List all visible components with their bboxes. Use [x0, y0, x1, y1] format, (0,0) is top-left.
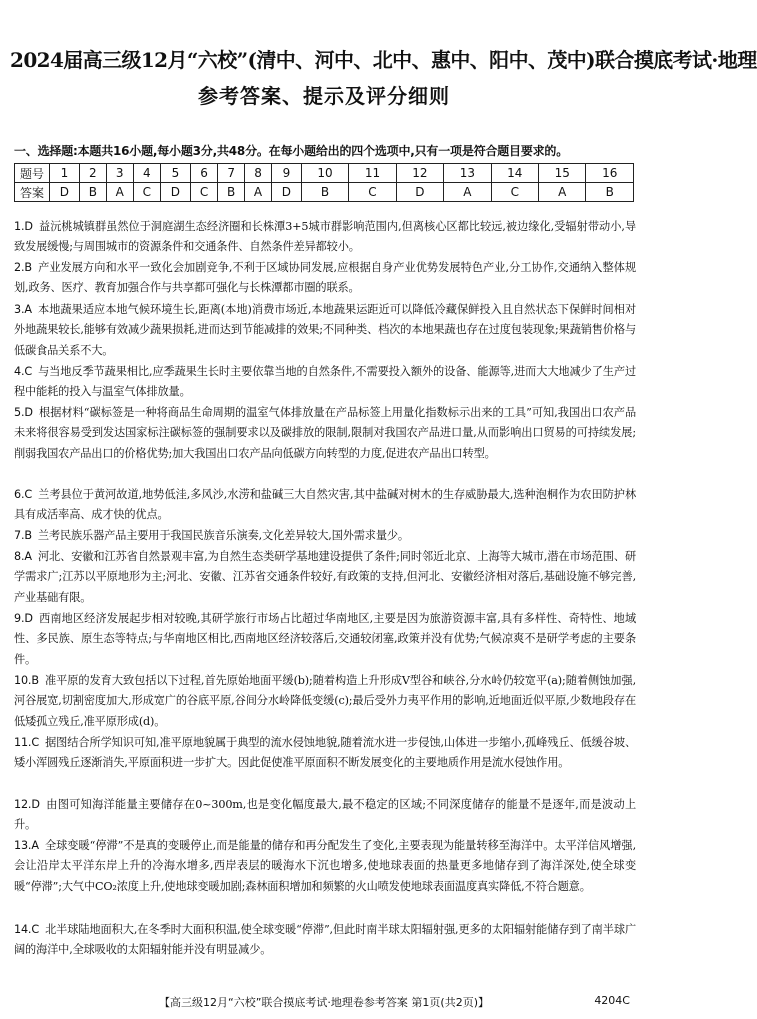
answer-cell: C: [190, 183, 217, 202]
explanation-item: [14, 217, 636, 258]
explanation-text: 西南地区经济发展起步相对较晚,其研学旅行市场占比超过华南地区,主要是因为旅游资源丰富,具有多样性、奇特性、地域性、多民族、原生态等特点;与华南地区相比,西南地区经济较落后,交通较闭塞,政策并没有优势;气候凉爽不是研学考虑的主要条件。: [14, 612, 636, 666]
explanation-text: 益沅桃城镇群虽然位于洞庭湖生态经济圈和长株潭3+5城市群影响范围内,但离核心区都比较远,被边缘化,受辐射带动小,导致发展缓慢;与周围城市的资源条件和交通条件、自然条件差异都较小。: [14, 220, 636, 254]
row-label-number: 题号: [15, 164, 50, 183]
explanation-text: 本地蔬果适应本地气候环境生长,距离(本地)消费市场近,本地蔬果运距近可以降低冷藏保鲜投入且自然状态下保鲜时间相对外地蔬果较长,能够有效减少蔬果损耗,进而达到节能减排的效果;不同种类、档次的本地果蔬也存在过度包装现象;果蔬销售价格与低碳食品关系不大。: [14, 303, 636, 357]
explanation-number: 6.C: [14, 488, 33, 501]
explanation-number: 3.A: [14, 303, 32, 316]
page-footer: [0, 994, 648, 1008]
explanation-item: [14, 836, 636, 897]
footer-text: 【高三级12月“六校”联合摸底考试·地理卷参考答案 第1页(共2页)】: [159, 996, 489, 1009]
explanation-item: [14, 526, 636, 546]
question-number: 1: [50, 164, 80, 183]
explanation-number: 8.A: [14, 550, 32, 563]
answer-cell: A: [245, 183, 272, 202]
explanation-number: 9.D: [14, 612, 33, 625]
answer-cell: D: [160, 183, 190, 202]
explanation-text: 与当地反季节蔬果相比,应季蔬果生长时主要依靠当地的自然条件,不需要投入额外的设备、能源等,进而大大地减少了生产过程中能耗的投入与温室气体排放量。: [14, 365, 636, 399]
explanation-number: 13.A: [14, 839, 39, 852]
explanation-number: 12.D: [14, 798, 40, 811]
explanation-number: 11.C: [14, 736, 40, 749]
explanation-item: [14, 258, 636, 299]
answer-cell: A: [106, 183, 133, 202]
answer-table-number-row: [15, 164, 634, 183]
page-subtitle: 参考答案、提示及评分细则: [198, 84, 450, 108]
explanation-item: [14, 609, 636, 670]
question-number: 13: [444, 164, 491, 183]
explanation-text: 兰考县位于黄河故道,地势低洼,多风沙,水涝和盐碱三大自然灾害,其中盐碱对树木的生存威胁最大,选种泡桐作为农田防护林具有成活率高、成才快的优点。: [14, 488, 636, 522]
explanation-text: 产业发展方向和水平一致化会加剧竞争,不利于区域协同发展,应根据自身产业优势发展特色产业,分工协作,交通纳入整体规划,政务、医疗、教育加强合作与共享都可强化与长株潭都市圈的联系。: [14, 261, 636, 295]
answer-cell: B: [79, 183, 106, 202]
answer-cell: C: [491, 183, 538, 202]
answer-cell: D: [396, 183, 443, 202]
question-number: 12: [396, 164, 443, 183]
question-number: 5: [160, 164, 190, 183]
explanation-item: [14, 300, 636, 361]
question-number: 3: [106, 164, 133, 183]
explanation-item: [14, 485, 636, 526]
explanation-text: 据图结合所学知识可知,准平原地貌属于典型的流水侵蚀地貌,随着流水进一步侵蚀,山体进一步缩小,孤峰残丘、低缓谷坡、矮小浑圆残丘逐渐消失,平原面积进一步扩大。因此促使准平原面积不断发展变化的主要地质作用是流水侵蚀作用。: [14, 736, 636, 770]
explanation-number: 5.D: [14, 406, 33, 419]
explanation-text: 全球变暖“停滞”不是真的变暖停止,而是能量的储存和再分配发生了变化,主要表现为能量转移至海洋中。太平洋信风增强,会让沿岸太平洋东岸上升的冷海水增多,西岸表层的暖海水下沉也增多,使地球表面的热量更多地储存到了海洋深处,使全球变暖“停滞”;大气中CO₂浓度上升,使地球变暖加剧;森林面积增加和频繁的火山喷发使地球表面温度真实降低,不符合题意。: [14, 839, 636, 893]
question-number: 8: [245, 164, 272, 183]
page-title: 2024届高三级12月“六校”(清中、河中、北中、惠中、阳中、茂中)联合摸底考试·地理: [10, 48, 757, 72]
answer-cell: D: [271, 183, 301, 202]
footer-code: 4204C: [594, 994, 630, 1007]
question-number: 9: [271, 164, 301, 183]
question-number: 7: [218, 164, 245, 183]
explanation-number: 7.B: [14, 529, 32, 542]
answer-cell: B: [218, 183, 245, 202]
answer-table-answer-row: [15, 183, 634, 202]
answer-cell: C: [349, 183, 396, 202]
answer-cell: B: [586, 183, 634, 202]
question-number: 11: [349, 164, 396, 183]
question-number: 15: [539, 164, 586, 183]
question-number: 14: [491, 164, 538, 183]
explanation-item: [14, 403, 636, 464]
question-number: 6: [190, 164, 217, 183]
question-number: 16: [586, 164, 634, 183]
explanation-text: 河北、安徽和江苏省自然景观丰富,为自然生态类研学基地建设提供了条件;同时邻近北京、上海等大城市,潜在市场范围、研学需求广;江苏以平原地形为主;河北、安徽、江苏省交通条件较好,有政策的支持,但河北、安徽经济相对落后,基础设施不够完善,产业基础有限。: [14, 550, 636, 604]
question-number: 2: [79, 164, 106, 183]
explanation-text: 根据材料“碳标签是一种将商品生命周期的温室气体排放量在产品标签上用量化指数标示出来的工具”可知,我国出口农产品未来将很容易受到发达国家标注碳标签的强制要求以及碳排放的限制,限制对我国农产品进口量,从而影响出口贸易的可持续发展;削弱我国农产品出口的价格优势;加大我国出口农产品向低碳方向转型的力度,促进农产品出口转型。: [14, 406, 636, 460]
explanation-item: [14, 920, 636, 961]
explanation-number: 4.C: [14, 365, 33, 378]
explanation-number: 1.D: [14, 220, 33, 233]
explanation-number: 14.C: [14, 923, 40, 936]
explanation-item: [14, 362, 636, 403]
question-number: 4: [133, 164, 160, 183]
explanation-item: [14, 733, 636, 774]
question-number: 10: [301, 164, 348, 183]
explanation-item: [14, 795, 636, 836]
explanation-item: [14, 671, 636, 732]
answer-cell: A: [444, 183, 491, 202]
explanation-number: 10.B: [14, 674, 39, 687]
explanation-number: 2.B: [14, 261, 32, 274]
explanation-text: 由图可知海洋能量主要储存在0~300m,也是变化幅度最大,最不稳定的区域;不同深度储存的能量不是逐年,而是波动上升。: [14, 798, 636, 832]
explanation-item: [14, 547, 636, 608]
answer-cell: C: [133, 183, 160, 202]
answer-cell: B: [301, 183, 348, 202]
explanation-text: 北半球陆地面积大,在冬季时大面积积温,使全球变暖“停滞”,但此时南半球太阳辐射强,更多的太阳辐射能储存到了南半球广阔的海洋中,全球吸收的太阳辐射能并没有明显减少。: [14, 923, 636, 957]
explanation-text: 准平原的发育大致包括以下过程,首先原始地面平缓(b);随着构造上升形成V型谷和峡谷,分水岭仍较宽平(a);随着侧蚀加强,河谷展宽,切割密度加大,形成宽广的谷底平原,谷间分水岭降低变缓(c);最后受外力夷平作用的影响,近地面近似平原,少数地段存在低矮孤立残丘,准平原形成(d)。: [14, 674, 636, 728]
section-heading: 一、选择题:本题共16小题,每小题3分,共48分。在每小题给出的四个选项中,只有一项是符合题目要求的。: [14, 144, 569, 158]
explanation-text: 兰考民族乐器产品主要用于我国民族音乐演奏,文化差异较大,国外需求量少。: [37, 529, 409, 542]
answer-cell: D: [50, 183, 80, 202]
row-label-answer: 答案: [15, 183, 50, 202]
answer-table: [14, 163, 634, 202]
answer-cell: A: [539, 183, 586, 202]
